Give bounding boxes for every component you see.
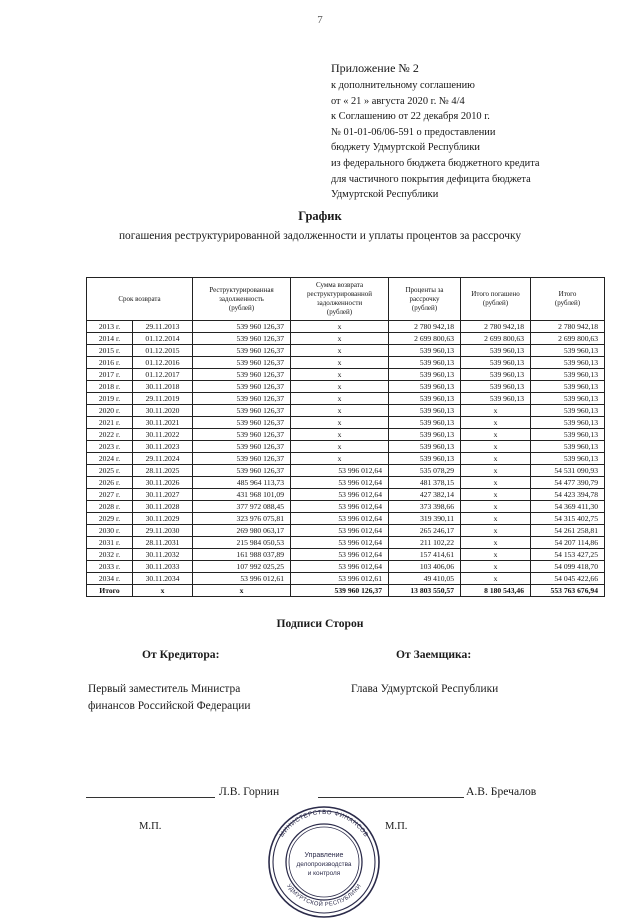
cell-repaid: 2 699 800,63 xyxy=(461,333,531,345)
cell-debt: 539 960 126,37 xyxy=(193,405,291,417)
cell-debt: 323 976 075,81 xyxy=(193,513,291,525)
cell-total: 54 531 090,93 xyxy=(531,465,605,477)
cell-date: 30.11.2027 xyxy=(133,489,193,501)
cell-interest: 539 960,13 xyxy=(389,393,461,405)
cell-repaid: 539 960,13 xyxy=(461,381,531,393)
appendix-line-5: бюджету Удмуртской Республики xyxy=(331,142,480,154)
cell-interest: 265 246,17 xyxy=(389,525,461,537)
borrower-signature-line xyxy=(318,797,464,798)
cell-year: 2023 г. xyxy=(87,441,133,453)
cell-repaid: x xyxy=(461,513,531,525)
cell-interest: 13 803 550,57 xyxy=(389,585,461,597)
table-row xyxy=(87,573,605,585)
cell-interest: 535 078,29 xyxy=(389,465,461,477)
cell-returned: x xyxy=(291,381,389,393)
document-subtitle: погашения реструктурированной задолженности и уплаты процентов за рассрочку xyxy=(118,230,522,242)
cell-total: 539 960,13 xyxy=(531,393,605,405)
cell-repaid: x xyxy=(461,417,531,429)
cell-date: 01.12.2014 xyxy=(133,333,193,345)
cell-date: 30.11.2029 xyxy=(133,513,193,525)
cell-interest: 427 382,14 xyxy=(389,489,461,501)
cell-interest: 539 960,13 xyxy=(389,381,461,393)
column-header-debt xyxy=(193,278,291,321)
column-header-repaid xyxy=(461,278,531,321)
header-line: реструктурированной xyxy=(307,290,373,298)
cell-date: 30.11.2032 xyxy=(133,549,193,561)
cell-returned: x xyxy=(291,321,389,333)
cell-total: 539 960,13 xyxy=(531,405,605,417)
cell-total: 539 960,13 xyxy=(531,417,605,429)
cell-repaid: 539 960,13 xyxy=(461,393,531,405)
header-line: рассрочку xyxy=(409,294,440,303)
table-row xyxy=(87,393,605,405)
cell-debt: 539 960 126,37 xyxy=(193,321,291,333)
cell-year: 2021 г. xyxy=(87,417,133,429)
appendix-line-4: № 01-01-06/06-591 о предоставлении xyxy=(331,126,496,138)
repayment-schedule-table xyxy=(86,277,605,597)
cell-year: 2020 г. xyxy=(87,405,133,417)
header-line: задолженности xyxy=(316,299,363,307)
table-row xyxy=(87,453,605,465)
cell-year: 2016 г. xyxy=(87,357,133,369)
header-line: (рублей) xyxy=(228,303,255,312)
cell-year: 2030 г. xyxy=(87,525,133,537)
column-header-term: Срок возврата xyxy=(87,278,193,321)
table-row xyxy=(87,489,605,501)
creditor-signature-line xyxy=(86,797,215,798)
cell-total: 2 699 800,63 xyxy=(531,333,605,345)
cell-repaid: x xyxy=(461,537,531,549)
table-row xyxy=(87,333,605,345)
cell-returned: 53 996 012,64 xyxy=(291,465,389,477)
svg-text:и контроля: и контроля xyxy=(307,870,341,877)
cell-repaid: x xyxy=(461,501,531,513)
cell-date: 01.12.2015 xyxy=(133,345,193,357)
creditor-seal-marker: М.П. xyxy=(139,821,162,832)
cell-date: 29.11.2013 xyxy=(133,321,193,333)
cell-year: 2029 г. xyxy=(87,513,133,525)
table-total-row xyxy=(87,585,605,597)
cell-interest: 539 960,13 xyxy=(389,453,461,465)
cell-date: 30.11.2026 xyxy=(133,477,193,489)
svg-text:Управление: Управление xyxy=(304,852,344,859)
cell-total: 54 045 422,66 xyxy=(531,573,605,585)
table-row xyxy=(87,549,605,561)
cell-interest: 539 960,13 xyxy=(389,405,461,417)
cell-repaid: 539 960,13 xyxy=(461,369,531,381)
header-line: (рублей) xyxy=(554,299,581,307)
cell-debt: 539 960 126,37 xyxy=(193,357,291,369)
cell-returned: 53 996 012,61 xyxy=(291,573,389,585)
svg-text:МИНИСТЕРСТВО ФИНАНСОВ: МИНИСТЕРСТВО ФИНАНСОВ xyxy=(278,808,370,839)
cell-year: 2032 г. xyxy=(87,549,133,561)
cell-returned: 53 996 012,64 xyxy=(291,513,389,525)
cell-interest: 319 390,11 xyxy=(389,513,461,525)
cell-date: 30.11.2020 xyxy=(133,405,193,417)
table-row xyxy=(87,369,605,381)
cell-debt: 539 960 126,37 xyxy=(193,465,291,477)
cell-interest: 539 960,13 xyxy=(389,357,461,369)
signatures-heading: Подписи Сторон xyxy=(276,617,364,630)
cell-interest: 103 406,06 xyxy=(389,561,461,573)
cell-date: 01.12.2016 xyxy=(133,357,193,369)
cell-year: 2017 г. xyxy=(87,369,133,381)
borrower-name: А.В. Бречалов xyxy=(466,785,537,798)
cell-returned: 53 996 012,64 xyxy=(291,489,389,501)
cell-debt: 269 980 063,17 xyxy=(193,525,291,537)
cell-repaid: x xyxy=(461,453,531,465)
cell-returned: 539 960 126,37 xyxy=(291,585,389,597)
cell-debt: x xyxy=(193,585,291,597)
cell-returned: x xyxy=(291,405,389,417)
cell-returned: x xyxy=(291,429,389,441)
cell-returned: x xyxy=(291,441,389,453)
svg-text:УДМУРТСКОЙ РЕСПУБЛИКИ: УДМУРТСКОЙ РЕСПУБЛИКИ xyxy=(285,883,363,909)
borrower-seal-marker: М.П. xyxy=(385,821,408,832)
table-row xyxy=(87,477,605,489)
cell-repaid: x xyxy=(461,561,531,573)
table-row xyxy=(87,345,605,357)
cell-returned: x xyxy=(291,417,389,429)
cell-date: 30.11.2022 xyxy=(133,429,193,441)
table-row xyxy=(87,513,605,525)
cell-debt: 431 968 101,09 xyxy=(193,489,291,501)
cell-repaid: x xyxy=(461,477,531,489)
creditor-name: Л.В. Горнин xyxy=(219,785,280,798)
cell-total-label: Итого xyxy=(87,585,133,597)
cell-interest: 211 102,22 xyxy=(389,537,461,549)
cell-total: 2 780 942,18 xyxy=(531,321,605,333)
borrower-role-line1: Глава Удмуртской Республики xyxy=(351,683,499,695)
cell-returned: x xyxy=(291,357,389,369)
header-line: Итого xyxy=(558,290,577,298)
document-title: График xyxy=(298,209,342,223)
appendix-line-2: от « 21 » августа 2020 г. № 4/4 xyxy=(331,95,465,107)
cell-repaid: 8 180 543,46 xyxy=(461,585,531,597)
cell-returned: x xyxy=(291,453,389,465)
page-number: 7 xyxy=(317,14,323,26)
cell-interest: 539 960,13 xyxy=(389,429,461,441)
cell-date: 01.12.2017 xyxy=(133,369,193,381)
cell-debt: 107 992 025,25 xyxy=(193,561,291,573)
cell-repaid: 539 960,13 xyxy=(461,345,531,357)
cell-year: 2031 г. xyxy=(87,537,133,549)
cell-total: 54 261 258,81 xyxy=(531,525,605,537)
cell-date: 28.11.2025 xyxy=(133,465,193,477)
cell-debt: 161 988 037,89 xyxy=(193,549,291,561)
table-row xyxy=(87,525,605,537)
cell-returned: 53 996 012,64 xyxy=(291,501,389,513)
cell-debt: 539 960 126,37 xyxy=(193,453,291,465)
cell-date: 28.11.2031 xyxy=(133,537,193,549)
table-row xyxy=(87,321,605,333)
cell-total: 539 960,13 xyxy=(531,345,605,357)
header-line: (рублей) xyxy=(411,303,438,312)
cell-returned: x xyxy=(291,393,389,405)
table-row xyxy=(87,561,605,573)
cell-year: 2025 г. xyxy=(87,465,133,477)
cell-debt: 539 960 126,37 xyxy=(193,441,291,453)
cell-total: 54 369 411,30 xyxy=(531,501,605,513)
cell-total: 54 099 418,70 xyxy=(531,561,605,573)
appendix-reference-block xyxy=(331,60,631,203)
table-body xyxy=(87,321,605,597)
cell-interest: 539 960,13 xyxy=(389,345,461,357)
cell-debt: 539 960 126,37 xyxy=(193,429,291,441)
cell-repaid: x xyxy=(461,489,531,501)
header-line: (рублей) xyxy=(482,299,509,307)
table-row xyxy=(87,537,605,549)
cell-year: 2033 г. xyxy=(87,561,133,573)
cell-debt: 377 972 088,45 xyxy=(193,501,291,513)
creditor-party-label: От Кредитора: xyxy=(142,648,220,661)
cell-returned: 53 996 012,64 xyxy=(291,561,389,573)
cell-debt: 485 964 113,73 xyxy=(193,477,291,489)
cell-repaid: x xyxy=(461,405,531,417)
cell-debt: 539 960 126,37 xyxy=(193,345,291,357)
cell-interest: 2 780 942,18 xyxy=(389,321,461,333)
cell-repaid: 2 780 942,18 xyxy=(461,321,531,333)
cell-total: 539 960,13 xyxy=(531,369,605,381)
cell-total: 539 960,13 xyxy=(531,357,605,369)
table-row xyxy=(87,381,605,393)
cell-total: 553 763 676,94 xyxy=(531,585,605,597)
header-line: Итого погашено xyxy=(471,290,520,298)
cell-debt: 539 960 126,37 xyxy=(193,369,291,381)
column-header-returned xyxy=(291,278,389,321)
table-row xyxy=(87,465,605,477)
cell-year: 2015 г. xyxy=(87,345,133,357)
cell-interest: 2 699 800,63 xyxy=(389,333,461,345)
cell-debt: 539 960 126,37 xyxy=(193,417,291,429)
cell-date: 30.11.2018 xyxy=(133,381,193,393)
appendix-line-0: Приложение № 2 xyxy=(331,61,419,75)
header-line: (рублей) xyxy=(326,308,353,316)
appendix-line-7: для частичного покрытия дефицита бюджета xyxy=(331,173,531,185)
appendix-line-3: к Соглашению от 22 декабря 2010 г. xyxy=(331,111,490,123)
cell-date: 29.11.2024 xyxy=(133,453,193,465)
cell-repaid: x xyxy=(461,573,531,585)
column-header-total xyxy=(531,278,605,321)
cell-year: 2013 г. xyxy=(87,321,133,333)
cell-total: 54 477 390,79 xyxy=(531,477,605,489)
official-round-stamp xyxy=(262,800,386,924)
cell-date: 30.11.2034 xyxy=(133,573,193,585)
cell-interest: 481 378,15 xyxy=(389,477,461,489)
cell-repaid: x xyxy=(461,549,531,561)
cell-repaid: x xyxy=(461,441,531,453)
cell-interest: 49 410,05 xyxy=(389,573,461,585)
cell-debt: 539 960 126,37 xyxy=(193,381,291,393)
cell-returned: 53 996 012,64 xyxy=(291,537,389,549)
cell-year: 2018 г. xyxy=(87,381,133,393)
cell-total: 539 960,13 xyxy=(531,453,605,465)
borrower-party-label: От Заемщика: xyxy=(396,648,472,661)
cell-year: 2028 г. xyxy=(87,501,133,513)
cell-year: 2026 г. xyxy=(87,477,133,489)
cell-interest: 157 414,61 xyxy=(389,549,461,561)
cell-interest: 539 960,13 xyxy=(389,369,461,381)
cell-total: 54 207 114,86 xyxy=(531,537,605,549)
creditor-role xyxy=(88,681,318,714)
creditor-role-line2: финансов Российской Федерации xyxy=(88,699,251,712)
cell-returned: 53 996 012,64 xyxy=(291,477,389,489)
table-row xyxy=(87,501,605,513)
cell-returned: x xyxy=(291,369,389,381)
cell-interest: 539 960,13 xyxy=(389,417,461,429)
cell-year: 2027 г. xyxy=(87,489,133,501)
appendix-line-1: к дополнительному соглашению xyxy=(331,80,475,91)
table-row xyxy=(87,417,605,429)
table-row xyxy=(87,441,605,453)
cell-total: 539 960,13 xyxy=(531,441,605,453)
creditor-role-line1: Первый заместитель Министра xyxy=(88,683,241,695)
header-line: Проценты за xyxy=(405,285,444,294)
table-header xyxy=(87,278,605,321)
borrower-role xyxy=(351,681,591,698)
cell-total: 54 153 427,25 xyxy=(531,549,605,561)
svg-text:делопроизводства: делопроизводства xyxy=(296,861,352,868)
cell-date: 30.11.2021 xyxy=(133,417,193,429)
cell-year: 2034 г. xyxy=(87,573,133,585)
cell-date: 30.11.2033 xyxy=(133,561,193,573)
column-header-interest xyxy=(389,278,461,321)
cell-repaid: 539 960,13 xyxy=(461,357,531,369)
header-line: задолженность xyxy=(219,294,264,303)
appendix-line-6: из федерального бюджета бюджетного кредита xyxy=(331,157,540,169)
table-row xyxy=(87,429,605,441)
appendix-line-8: Удмуртской Республики xyxy=(331,189,439,201)
cell-total: 54 315 402,75 xyxy=(531,513,605,525)
cell-returned: x xyxy=(291,333,389,345)
table-row xyxy=(87,405,605,417)
cell-returned: 53 996 012,64 xyxy=(291,549,389,561)
cell-year: 2014 г. xyxy=(87,333,133,345)
cell-date: 29.11.2030 xyxy=(133,525,193,537)
cell-debt: 53 996 012,61 xyxy=(193,573,291,585)
header-line: Сумма возврата xyxy=(315,281,364,289)
cell-repaid: x xyxy=(461,465,531,477)
cell-total: 539 960,13 xyxy=(531,429,605,441)
cell-date: 30.11.2028 xyxy=(133,501,193,513)
header-line: Реструктурированная xyxy=(209,285,274,294)
cell-debt: 215 984 050,53 xyxy=(193,537,291,549)
cell-repaid: x xyxy=(461,429,531,441)
table-row xyxy=(87,357,605,369)
cell-date: 29.11.2019 xyxy=(133,393,193,405)
cell-total: 54 423 394,78 xyxy=(531,489,605,501)
cell-interest: 373 398,66 xyxy=(389,501,461,513)
cell-year: 2022 г. xyxy=(87,429,133,441)
cell-returned: 53 996 012,64 xyxy=(291,525,389,537)
cell-interest: 539 960,13 xyxy=(389,441,461,453)
cell-debt: 539 960 126,37 xyxy=(193,333,291,345)
cell-date: 30.11.2023 xyxy=(133,441,193,453)
cell-returned: x xyxy=(291,345,389,357)
cell-debt: 539 960 126,37 xyxy=(193,393,291,405)
cell-repaid: x xyxy=(461,525,531,537)
cell-year: 2024 г. xyxy=(87,453,133,465)
cell-total: 539 960,13 xyxy=(531,381,605,393)
cell-year: 2019 г. xyxy=(87,393,133,405)
table-header-row xyxy=(87,278,605,321)
cell-date: x xyxy=(133,585,193,597)
